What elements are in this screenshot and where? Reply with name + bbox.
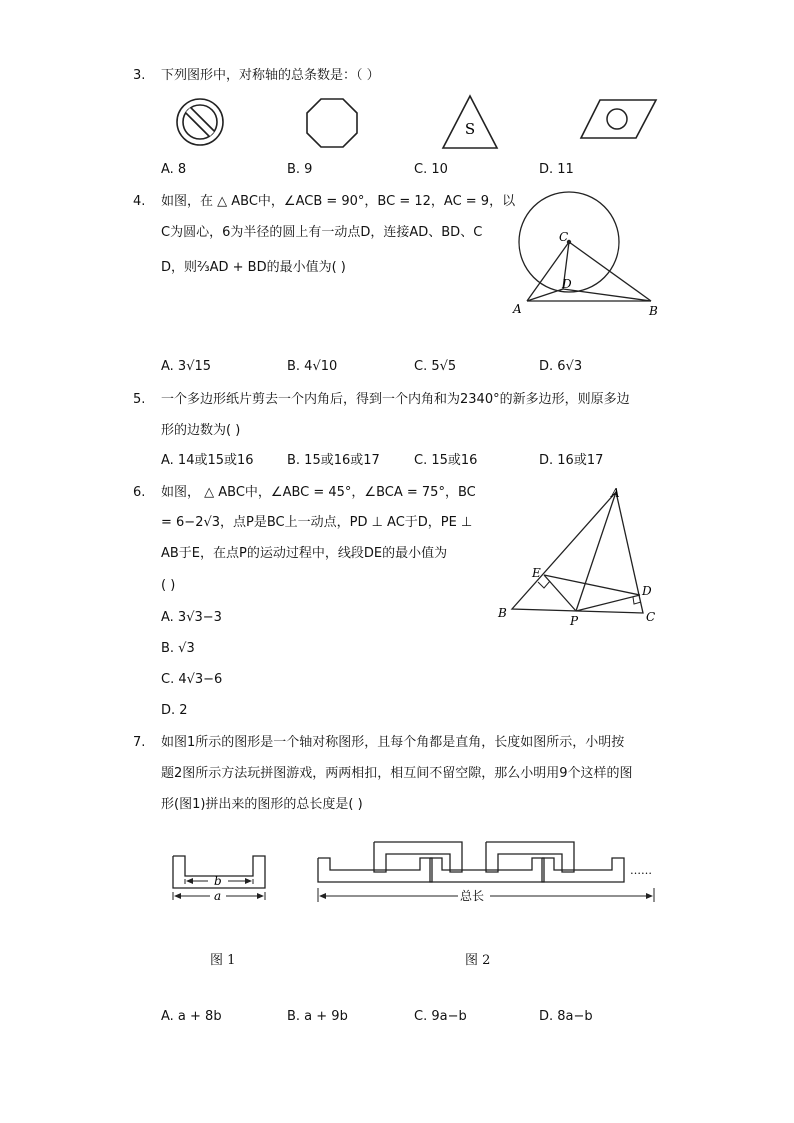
q7-line2: 题2图所示方法玩拼图游戏，两两相扣，相互间不留空隙，那么小明用9个这样的图 <box>161 766 633 781</box>
q6-number: 6. <box>133 485 146 500</box>
q3-option-a[interactable]: A. 8 <box>161 162 187 177</box>
q5-option-a[interactable]: A. 14或15或16 <box>161 453 254 468</box>
q6-line2: = 6−2√3，点P是BC上一动点，PD ⊥ AC于D，PE ⊥ <box>161 515 473 530</box>
q7-option-b[interactable]: B. a + 9b <box>287 1009 348 1024</box>
q6-label-c: C <box>646 610 656 624</box>
q7-fig1-a: a <box>214 889 222 903</box>
q4-option-a[interactable]: A. 3√15 <box>161 359 212 374</box>
q6-option-c[interactable]: C. 4√3−6 <box>161 672 223 687</box>
q3-option-b[interactable]: B. 9 <box>287 162 313 177</box>
q7-option-d[interactable]: D. 8a−b <box>539 1009 593 1024</box>
q6-line4: ( ) <box>161 578 176 593</box>
q4-line2: C为圆心，6为半径的圆上有一动点D，连接AD、BD、C <box>161 225 483 240</box>
q5-option-c[interactable]: C. 15或16 <box>414 453 478 468</box>
q3-number: 3. <box>133 68 146 83</box>
q6-option-a[interactable]: A. 3√3−3 <box>161 610 222 625</box>
q4-option-c[interactable]: C. 5√5 <box>414 359 457 374</box>
q7-line1: 如图1所示的图形是一个轴对称图形，且每个角都是直角，长度如图所示，小明按 <box>161 735 625 750</box>
q4-label-a: A <box>513 302 522 316</box>
triangle-s-figure <box>437 92 503 152</box>
q5-number: 5. <box>133 392 146 407</box>
q6-line1: 如图， △ ABC中，∠ABC = 45°，∠BCA = 75°，BC <box>161 485 476 500</box>
q6-triangle-figure <box>492 482 667 627</box>
q6-option-b[interactable]: B. √3 <box>161 641 195 656</box>
q7-option-c[interactable]: C. 9a−b <box>414 1009 467 1024</box>
q4-option-d[interactable]: D. 6√3 <box>539 359 583 374</box>
q7-option-a[interactable]: A. a + 8b <box>161 1009 222 1024</box>
q6-line3: AB于E，在点P的运动过程中，线段DE的最小值为 <box>161 546 448 561</box>
q3-stem: 下列图形中，对称轴的总条数是：（ ） <box>161 68 380 83</box>
q5-line2: 形的边数为( ) <box>161 423 241 438</box>
q7-line3: 形(图1)拼出来的图形的总长度是( ) <box>161 797 363 812</box>
q6-label-p: P <box>570 614 579 627</box>
q7-figure1 <box>168 850 270 906</box>
q6-label-a: A <box>611 486 620 500</box>
q6-label-d: D <box>642 584 652 598</box>
q4-label-d: D <box>562 277 572 291</box>
q4-circle-triangle-figure <box>505 185 665 320</box>
q7-number: 7. <box>133 735 146 750</box>
parallelogram-circle-figure <box>578 96 660 144</box>
q4-line1: 如图，在 △ ABC中，∠ACB = 90°，BC = 12，AC = 9，以 <box>161 194 516 209</box>
q6-option-d[interactable]: D. 2 <box>161 703 188 718</box>
q7-fig1-caption: 图 1 <box>210 953 236 968</box>
octagon-figure <box>303 94 361 150</box>
q4-label-b: B <box>649 304 658 318</box>
q7-fig2-caption: 图 2 <box>465 953 491 968</box>
q5-line1: 一个多边形纸片剪去一个内角后，得到一个内角和为2340°的新多边形，则原多边 <box>161 392 630 407</box>
q7-figure2 <box>312 836 662 908</box>
q6-label-b: B <box>498 606 507 620</box>
q5-option-d[interactable]: D. 16或17 <box>539 453 604 468</box>
triangle-letter: S <box>464 120 476 138</box>
q4-number: 4. <box>133 194 146 209</box>
q5-option-b[interactable]: B. 15或16或17 <box>287 453 380 468</box>
q6-label-e: E <box>532 566 541 580</box>
q4-line3: D，则⅔AD + BD的最小值为( ) <box>161 260 346 275</box>
q4-label-c: C <box>559 230 569 244</box>
q7-fig2-total: 总长 <box>460 889 485 903</box>
q7-fig1-b: b <box>214 874 222 888</box>
q4-option-b[interactable]: B. 4√10 <box>287 359 338 374</box>
q3-option-d[interactable]: D. 11 <box>539 162 574 177</box>
q3-option-c[interactable]: C. 10 <box>414 162 448 177</box>
no-entry-sign-figure <box>170 94 232 150</box>
q7-fig2-dots: …… <box>630 864 652 877</box>
